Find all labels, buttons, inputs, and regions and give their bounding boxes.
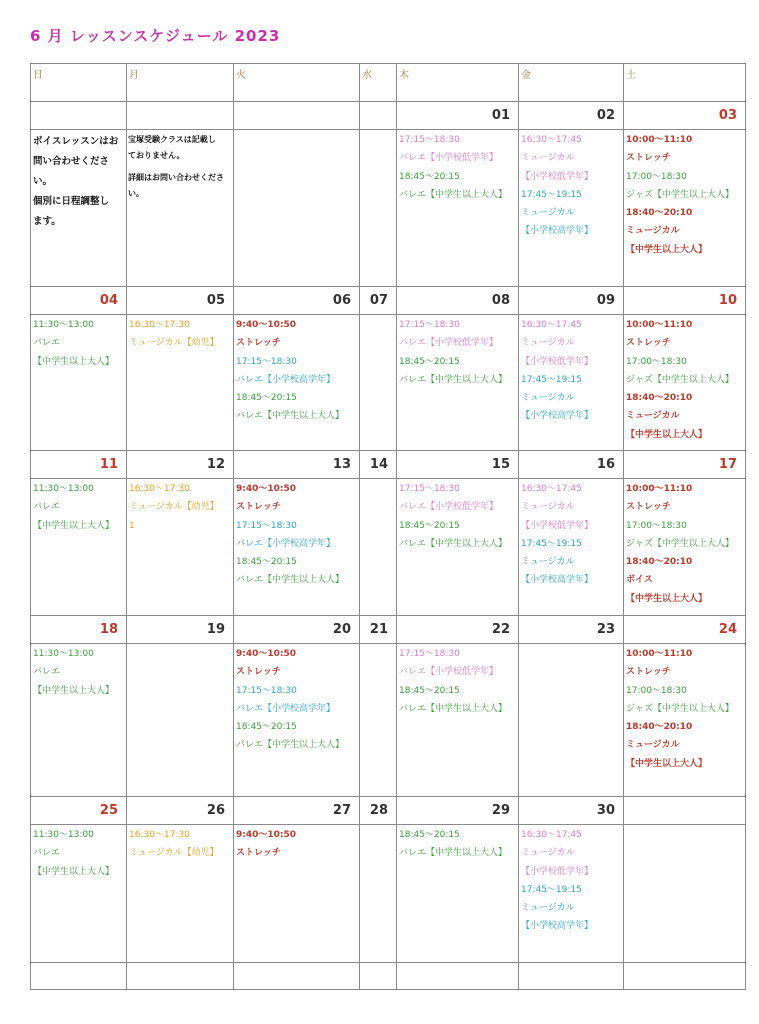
lesson-entry: ミュージカル: [521, 338, 575, 349]
date-number-thu: 01: [397, 102, 519, 130]
day-cell-sat: [624, 315, 746, 451]
day-cell-mon: [127, 315, 234, 451]
lesson-row: [31, 130, 746, 287]
lesson-entry: ジャズ【中学生以上大人】: [626, 538, 734, 549]
date-number-fri: 09: [519, 287, 624, 315]
lesson-entry: 【小学校低学年】: [521, 520, 594, 531]
date-number-thu: 08: [397, 287, 519, 315]
date-row: [31, 797, 746, 825]
lesson-entry: ミュージカル: [521, 208, 575, 219]
lesson-entry: バレエ: [33, 338, 61, 349]
empty-cell: [360, 963, 397, 990]
date-number-mon: 12: [127, 451, 234, 479]
lesson-entry: 10:00～11:10: [626, 320, 693, 330]
lesson-entry: バレエ【小学校高学年】: [236, 703, 336, 714]
lesson-entry: ストレッチ: [626, 153, 671, 164]
lesson-entry: ミュージカル: [521, 903, 575, 914]
lesson-entry: ジャズ【中学生以上大人】: [626, 703, 734, 714]
date-row: [31, 616, 746, 644]
lesson-entry: 【小学校高学年】: [521, 575, 594, 586]
lesson-entry: 【小学校低学年】: [521, 866, 594, 877]
weekday-fri: 金: [519, 64, 624, 102]
lesson-entry: ストレッチ: [236, 502, 281, 513]
lesson-entry: 17:00～18:30: [626, 171, 687, 182]
lesson-entry: 【小学校低学年】: [521, 171, 594, 182]
date-number-fri: 23: [519, 616, 624, 644]
lesson-entry: バレエ【中学生以上大人】: [399, 703, 508, 714]
lesson-entry: 18:45～20:15: [399, 356, 460, 367]
lesson-row: [31, 825, 746, 963]
lesson-entry: 10:00～11:10: [626, 649, 693, 659]
lesson-entry: 【中学生以上大人】: [33, 520, 115, 531]
note-line: 個別に日程調整し: [33, 196, 110, 207]
note-line: い。: [128, 189, 144, 198]
lesson-entry: 18:40～20:10: [626, 393, 693, 404]
lesson-entry: 17:15～18:30: [399, 320, 460, 330]
lesson-entry: 16:30～17:45: [521, 135, 582, 145]
date-number-wed: 28: [360, 797, 397, 825]
lesson-entry: バレエ【中学生以上大人】: [236, 740, 345, 751]
date-number-mon: 05: [127, 287, 234, 315]
date-number-mon: 26: [127, 797, 234, 825]
date-row: [31, 287, 746, 315]
lesson-entry: 17:15～18:30: [236, 685, 297, 696]
weekday-wed: 水: [360, 64, 397, 102]
lesson-entry: 16:30～17:45: [521, 830, 582, 840]
lesson-entry: 【中学生以上大人】: [33, 685, 115, 696]
weekday-thu: 木: [397, 64, 519, 102]
lesson-entry: バレエ: [33, 502, 61, 513]
empty-cell: [397, 963, 519, 990]
voice-lesson-note: [31, 130, 126, 232]
date-number-wed: 14: [360, 451, 397, 479]
lesson-entry: 1: [129, 520, 135, 531]
date-number-sat: 10: [624, 287, 746, 315]
date-number-sat: 17: [624, 451, 746, 479]
lesson-entry: 【小学校高学年】: [521, 411, 594, 422]
page-title: 6 月 レッスンスケジュール 2023: [30, 27, 281, 45]
day-cell-thu: [397, 825, 519, 963]
day-cell-sat: [624, 825, 746, 963]
lesson-entry: 9:40～10:50: [236, 484, 297, 494]
day-cell-sat: [624, 644, 746, 797]
day-cell-thu: [397, 315, 519, 451]
lesson-entry: 18:45～20:15: [399, 520, 460, 531]
day-cell-tue: [234, 315, 360, 451]
day-cell-fri: [519, 315, 624, 451]
date-number-sat: 03: [624, 102, 746, 130]
lesson-entry: 16:30～17:30: [129, 320, 190, 330]
lesson-entry: 17:15～18:30: [236, 520, 297, 531]
lesson-entry: バレエ【小学校高学年】: [236, 538, 336, 549]
weekday-sat: 土: [624, 64, 746, 102]
day-cell-fri: [519, 644, 624, 797]
date-number-tue: 06: [234, 287, 360, 315]
lesson-entry: ジャズ【中学生以上大人】: [626, 374, 734, 385]
lesson-entry: 17:15～18:30: [399, 135, 460, 145]
day-cell-fri: [519, 825, 624, 963]
lesson-entry: 18:40～20:10: [626, 557, 693, 568]
lesson-entry: 18:45～20:15: [399, 830, 460, 840]
lesson-entry: バレエ【中学生以上大人】: [399, 374, 508, 385]
day-cell-fri: [519, 479, 624, 616]
date-number-wed: 21: [360, 616, 397, 644]
lesson-entry: ミュージカル: [521, 393, 575, 404]
lesson-entry: 16:30～17:45: [521, 484, 582, 494]
lesson-entry: 18:45～20:15: [399, 171, 460, 182]
lesson-entry: ボイス: [626, 575, 653, 586]
lesson-entry: ストレッチ: [626, 502, 671, 513]
lesson-entry: 11:30～13:00: [33, 649, 94, 659]
lesson-entry: 17:15～18:30: [236, 356, 297, 367]
day-cell-mon: [127, 479, 234, 616]
day-cell-mon: [127, 130, 234, 287]
lesson-entry: 10:00～11:10: [626, 484, 693, 494]
day-cell-sun: [31, 479, 127, 616]
lesson-entry: 17:45～19:15: [521, 884, 582, 895]
day-cell-thu: [397, 644, 519, 797]
lesson-entry: バレエ【小学校低学年】: [399, 153, 499, 164]
day-cell-tue: [234, 644, 360, 797]
day-cell-thu: [397, 479, 519, 616]
lesson-entry: 18:45～20:15: [236, 393, 297, 404]
lesson-entry: 【小学校高学年】: [521, 226, 594, 237]
date-number-thu: 15: [397, 451, 519, 479]
date-number-sat: 24: [624, 616, 746, 644]
day-cell-tue: [234, 825, 360, 963]
day-cell-sat: [624, 479, 746, 616]
note-line: 問い合わせくださ: [33, 156, 110, 167]
empty-cell: [127, 963, 234, 990]
day-cell-fri: [519, 130, 624, 287]
note-line: ます。: [33, 216, 61, 227]
date-number-fri: 16: [519, 451, 624, 479]
lesson-entry: 17:00～18:30: [626, 356, 687, 367]
date-number-mon: [127, 102, 234, 130]
lesson-entry: バレエ: [33, 667, 61, 678]
date-row: [31, 451, 746, 479]
lesson-entry: 9:40～10:50: [236, 320, 297, 330]
lesson-entry: ミュージカル: [521, 153, 575, 164]
date-number-sun: 18: [31, 616, 127, 644]
date-number-tue: 13: [234, 451, 360, 479]
lesson-entry: ミュージカル: [521, 502, 575, 513]
date-number-wed: [360, 102, 397, 130]
lesson-entry: 9:40～10:50: [236, 830, 297, 840]
date-number-fri: 02: [519, 102, 624, 130]
lesson-entry: 17:15～18:30: [399, 649, 460, 659]
lesson-entry: 【中学生以上大人】: [33, 356, 115, 367]
lesson-entry: ミュージカル【幼児】: [129, 502, 219, 513]
date-number-sat: [624, 797, 746, 825]
lesson-entry: 18:40～20:10: [626, 208, 693, 219]
lesson-entry: 16:30～17:30: [129, 484, 190, 494]
lesson-entry: ミュージカル: [626, 411, 680, 422]
lesson-entry: 18:45～20:15: [236, 557, 297, 568]
lesson-entry: 【中学生以上大人】: [626, 758, 708, 769]
lesson-entry: バレエ【小学校低学年】: [399, 667, 499, 678]
lesson-entry: ストレッチ: [626, 667, 671, 678]
day-cell-sun: [31, 130, 127, 287]
lesson-entry: 【中学生以上大人】: [626, 429, 708, 440]
empty-cell: [234, 963, 360, 990]
date-number-sun: [31, 102, 127, 130]
day-cell-mon: [127, 644, 234, 797]
date-number-tue: 20: [234, 616, 360, 644]
date-number-tue: [234, 102, 360, 130]
day-cell-tue: [234, 130, 360, 287]
empty-cell: [31, 963, 127, 990]
date-number-thu: 22: [397, 616, 519, 644]
schedule-calendar: [30, 63, 746, 990]
lesson-entry: ミュージカル: [626, 226, 680, 237]
weekday-mon: 月: [127, 64, 234, 102]
day-cell-sun: [31, 825, 127, 963]
lesson-entry: ストレッチ: [236, 848, 281, 859]
lesson-entry: ジャズ【中学生以上大人】: [626, 189, 734, 200]
day-cell-sun: [31, 315, 127, 451]
day-cell-wed: [360, 644, 397, 797]
date-number-thu: 29: [397, 797, 519, 825]
lesson-entry: 11:30～13:00: [33, 830, 94, 840]
lesson-entry: バレエ【小学校低学年】: [399, 338, 499, 349]
lesson-entry: バレエ【小学校低学年】: [399, 502, 499, 513]
date-number-sun: 25: [31, 797, 127, 825]
lesson-entry: 【小学校低学年】: [521, 356, 594, 367]
lesson-entry: 【小学校高学年】: [521, 921, 594, 932]
lesson-entry: 9:40～10:50: [236, 649, 297, 659]
lesson-entry: バレエ【中学生以上大人】: [399, 538, 508, 549]
lesson-entry: 16:30～17:30: [129, 830, 190, 840]
lesson-entry: 11:30～13:00: [33, 320, 94, 330]
lesson-entry: バレエ【中学生以上大人】: [236, 411, 345, 422]
note-line: ボイスレッスンはお: [33, 136, 119, 147]
date-number-tue: 27: [234, 797, 360, 825]
empty-row: [31, 963, 746, 990]
lesson-entry: バレエ【中学生以上大人】: [399, 848, 508, 859]
date-number-sun: 11: [31, 451, 127, 479]
day-cell-tue: [234, 479, 360, 616]
lesson-entry: 17:00～18:30: [626, 520, 687, 531]
lesson-entry: ストレッチ: [236, 667, 281, 678]
lesson-entry: バレエ: [33, 848, 61, 859]
weekday-header-row: [31, 64, 746, 102]
lesson-entry: ミュージカル: [521, 557, 575, 568]
weekday-sun: 日: [31, 64, 127, 102]
day-cell-wed: [360, 825, 397, 963]
lesson-entry: 16:30～17:45: [521, 320, 582, 330]
lesson-entry: 18:45～20:15: [399, 685, 460, 696]
day-cell-mon: [127, 825, 234, 963]
empty-cell: [519, 963, 624, 990]
lesson-entry: 17:45～19:15: [521, 189, 582, 200]
note-line: ておりません。: [128, 151, 185, 160]
weekday-tue: 火: [234, 64, 360, 102]
day-cell-wed: [360, 130, 397, 287]
date-number-mon: 19: [127, 616, 234, 644]
lesson-entry: ミュージカル【幼児】: [129, 848, 219, 859]
date-row: [31, 102, 746, 130]
day-cell-sat: [624, 130, 746, 287]
lesson-entry: ミュージカル: [626, 740, 680, 751]
note-line: い。: [33, 176, 53, 187]
lesson-entry: 17:45～19:15: [521, 374, 582, 385]
lesson-entry: 17:00～18:30: [626, 685, 687, 696]
lesson-entry: 【中学生以上大人】: [33, 866, 115, 877]
day-cell-thu: [397, 130, 519, 287]
date-number-sun: 04: [31, 287, 127, 315]
lesson-entry: ミュージカル【幼児】: [129, 338, 219, 349]
date-number-wed: 07: [360, 287, 397, 315]
lesson-entry: バレエ【中学生以上大人】: [236, 575, 345, 586]
lesson-entry: 17:15～18:30: [399, 484, 460, 494]
note-line: 詳細はお問い合わせくださ: [128, 173, 224, 182]
day-cell-wed: [360, 315, 397, 451]
lesson-entry: 【中学生以上大人】: [626, 244, 708, 255]
takarazuka-class-note: [127, 130, 233, 202]
lesson-entry: ストレッチ: [236, 338, 281, 349]
empty-cell: [624, 963, 746, 990]
lesson-entry: 18:40～20:10: [626, 722, 693, 733]
lesson-row: [31, 644, 746, 797]
day-cell-sun: [31, 644, 127, 797]
lesson-entry: バレエ【小学校高学年】: [236, 374, 336, 385]
date-number-fri: 30: [519, 797, 624, 825]
day-cell-wed: [360, 479, 397, 616]
lesson-row: [31, 315, 746, 451]
lesson-entry: 10:00～11:10: [626, 135, 693, 145]
lesson-entry: 18:45～20:15: [236, 722, 297, 733]
lesson-entry: バレエ【中学生以上大人】: [399, 189, 508, 200]
note-line: 宝塚受験クラスは記載し: [128, 135, 216, 144]
lesson-row: [31, 479, 746, 616]
lesson-entry: 【中学生以上大人】: [626, 593, 708, 604]
lesson-entry: 11:30～13:00: [33, 484, 94, 494]
lesson-entry: ミュージカル: [521, 848, 575, 859]
lesson-entry: 17:45～19:15: [521, 538, 582, 549]
lesson-entry: ストレッチ: [626, 338, 671, 349]
